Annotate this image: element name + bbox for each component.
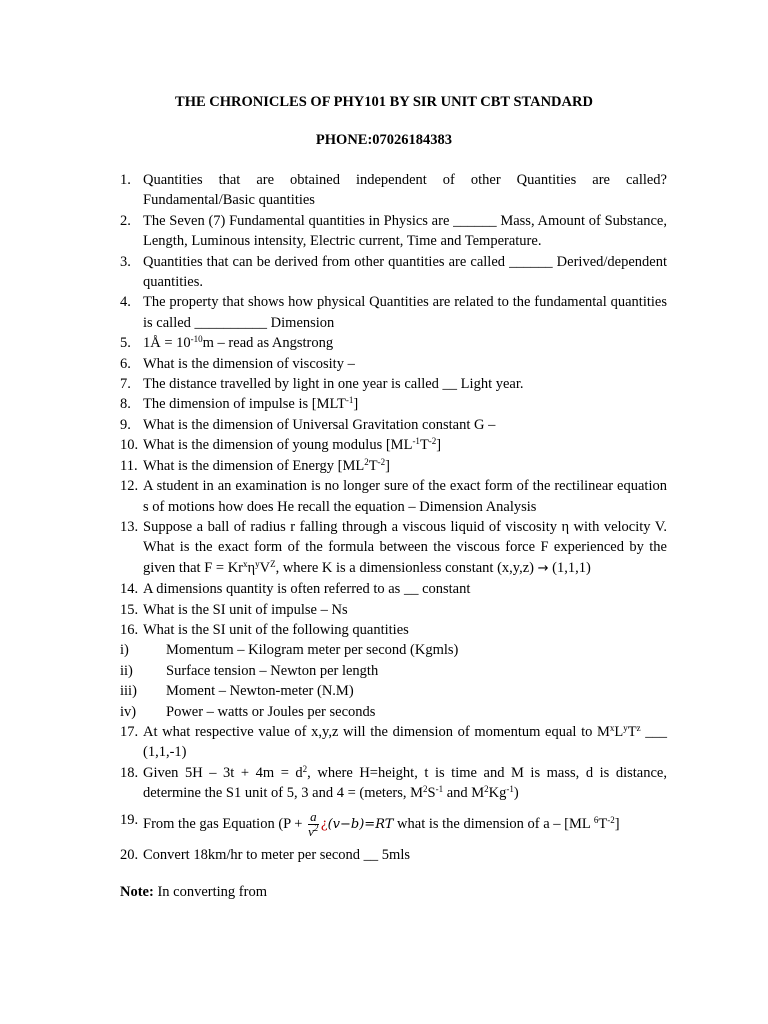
list-item: 17. At what respective value of x,y,z will the dimension of momentum equal to $M^xL^yT^z$ ___ (1,1,-1) bbox=[120, 722, 667, 761]
sub-list-item: iii) Moment – Newton-meter (N.M) bbox=[120, 683, 354, 700]
list-item: 3. Quantities that can be derived from other quantities are called ______ Derived/dependent quantities. bbox=[120, 253, 667, 291]
list-item: 10. What is the dimension of young modulus $[ML^{-1}T^{-2}]$ bbox=[120, 436, 442, 454]
list-item: 14. A dimensions quantity is often referred to as __ constant bbox=[120, 581, 471, 598]
list-item: 4. The property that shows how physical Quantities are related to the fundamental quantities is called __________ Dimension bbox=[120, 294, 667, 331]
list-item: 13. Suppose a ball of radius r falling through a viscous liquid of viscosity η with velocity V. What is the exact form of the formula between the viscous force F experienced by the given that $F = Kr^x\eta^yV^Z$, where K is a dimensionless constant (x,y,z) → (1,1,1) bbox=[120, 518, 667, 576]
list-item: 1. Quantities that are obtained independent of other Quantities are called? Fundamental/Basic quantities bbox=[120, 172, 667, 209]
list-item: 7. The distance travelled by light in one year is called __ Light year. bbox=[120, 376, 524, 393]
sub-list-item: i) Momentum – Kilogram meter per second (Kgmls) bbox=[120, 642, 459, 659]
list-item: 6. What is the dimension of viscosity – bbox=[120, 355, 355, 372]
list-item: 11. What is the dimension of Energy $[ML^2T^{-2}]$ bbox=[120, 456, 390, 474]
document-title: THE CHRONICLES OF PHY101 BY SIR UNIT CBT STANDARD bbox=[175, 94, 593, 110]
sub-list-item: ii) Surface tension – Newton per length bbox=[120, 662, 379, 679]
list-item: 8. The dimension of impulse is $[MLT^{-1}]$ bbox=[120, 395, 359, 413]
list-item: 12. A student in an examination is no longer sure of the exact form of the rectilinear equation s of motions how does He recall the equation – Dimension Analysis bbox=[120, 478, 667, 515]
sub-list-item: iv) Power – watts or Joules per seconds bbox=[120, 703, 376, 720]
gas-equation: ¿(v−b)=RT bbox=[320, 816, 394, 832]
list-item: 9. What is the dimension of Universal Gravitation constant G – bbox=[120, 416, 496, 433]
list-item: 16. What is the SI unit of the following quantities bbox=[120, 621, 409, 638]
arrow-right-icon: → bbox=[537, 560, 549, 576]
list-item: 18. Given $5H - 3t + 4m = d^2$, where H=height, t is time and M is mass, d is distance, determine the S1 unit of 5, 3 and 4 = (meters, $M^2S^{-1}$ and $M^2Kg^{-1}$) bbox=[120, 763, 667, 802]
fraction: $\frac{a}{v^2}$ bbox=[308, 808, 319, 839]
question-list bbox=[120, 170, 667, 865]
list-item: 15. What is the SI unit of impulse – Ns bbox=[120, 601, 348, 618]
phone-line: PHONE:07026184383 bbox=[315, 132, 453, 148]
list-item: 2. The Seven (7) Fundamental quantities in Physics are ______ Mass, Amount of Substance, Length, Luminous intensity, Electric current, Time and Temperature. bbox=[120, 212, 667, 250]
list-item: 5. 1Å = $10^{-10}m$ – read as Angstrong bbox=[120, 334, 334, 352]
note-label: Note: bbox=[120, 884, 154, 900]
note-line: Note: In converting from bbox=[120, 884, 267, 900]
list-item: 19. From the gas Equation (P + $\frac{a}{v^2}$ ¿(v−b)=RT what is the dimension of a – [ML $^6T^{-2}$] bbox=[120, 808, 620, 839]
list-item: 20. Convert 18km/hr to meter per second __ 5mls bbox=[120, 846, 410, 863]
